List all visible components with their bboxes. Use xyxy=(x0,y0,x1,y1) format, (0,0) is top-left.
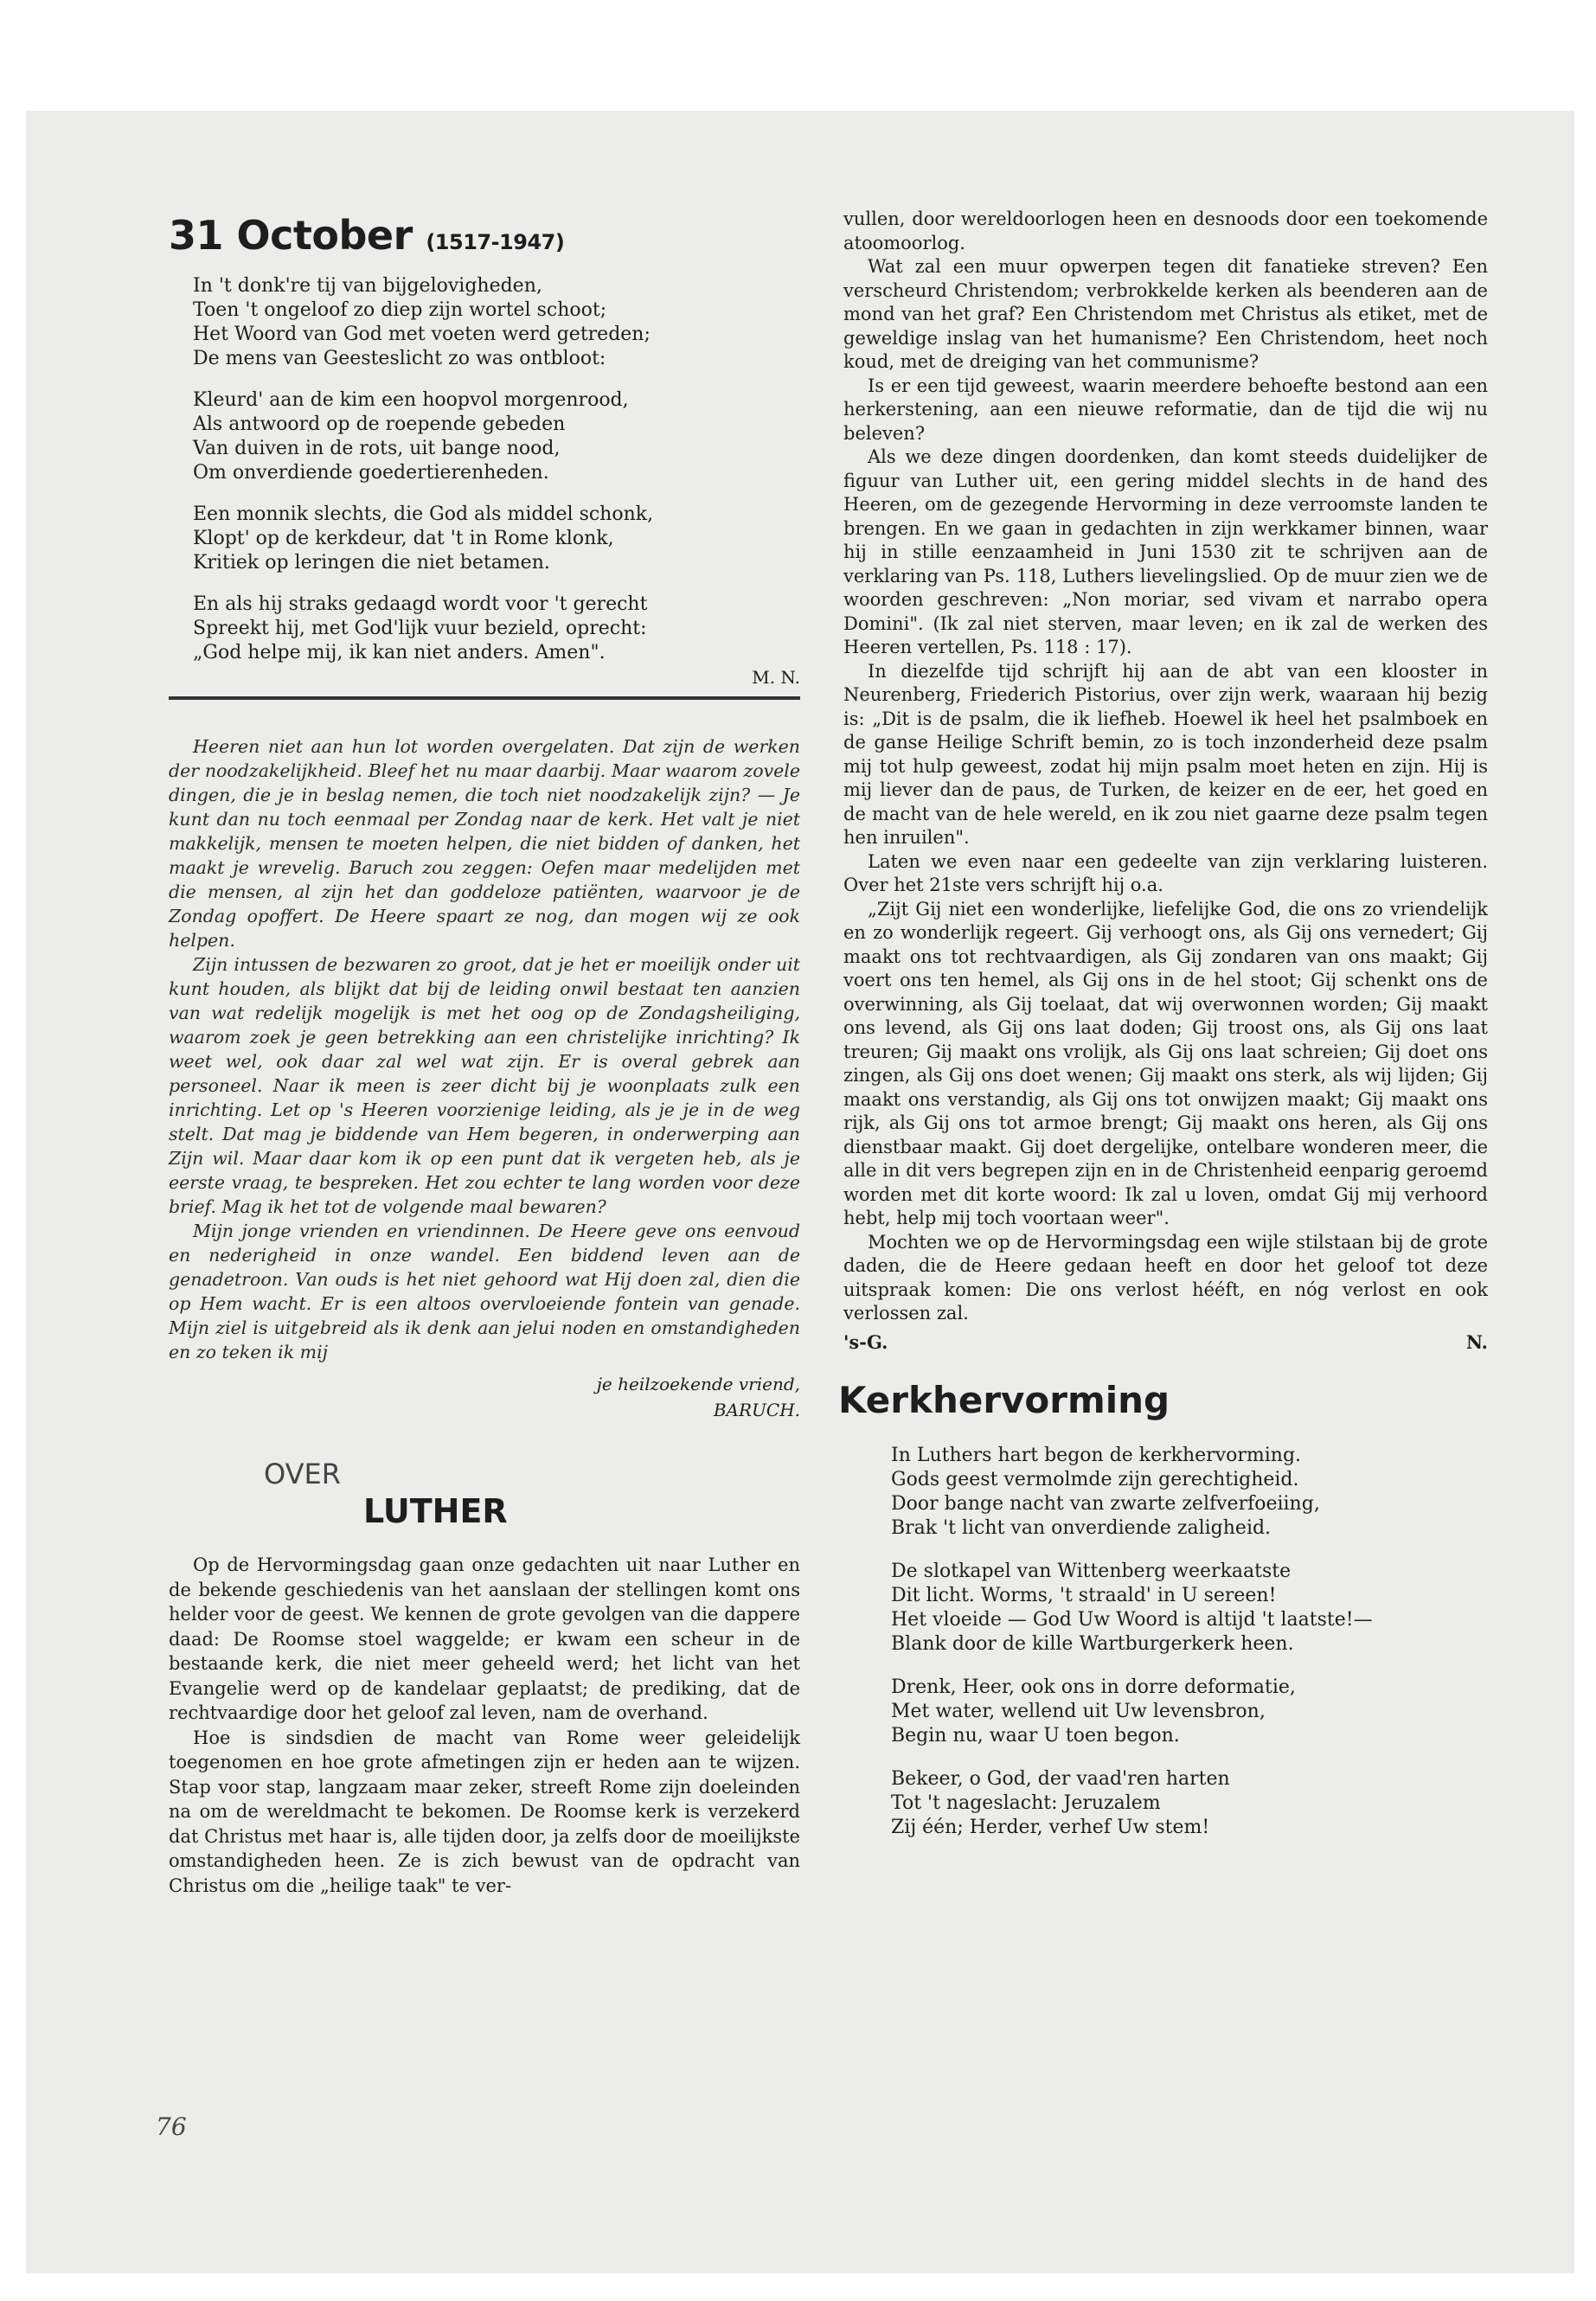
stanza xyxy=(193,593,800,665)
poem-line: Tot 't nageslacht: Jeruzalem xyxy=(891,1791,1161,1814)
poem-line: „God helpe mij, ik kan niet anders. Amen". xyxy=(193,642,606,663)
stanza xyxy=(891,1560,1488,1657)
letter-baruch xyxy=(169,734,800,1423)
article-paragraph: Op de Hervormingsdag gaan onze gedachten uit naar Luther en de bekende geschiedenis van het aanslaan der stellingen komt ons helder voor de geest. We kennen de grote gevolgen van die dappere daad: De Roomse stoel waggelde; er kwam een scheur in de bestaande kerk, die niet meer geheeld werd; het licht van het Evangelie werd op de kandelaar geplaatst; de prediking, dat de rechtvaardige door het geloof zal leven, nam de overhand. xyxy=(169,1554,800,1723)
article-paragraph: Hoe is sindsdien de macht van Rome weer geleidelijk toegenomen en hoe grote afmetingen zijn er heden aan te wijzen. Stap voor stap, langzaam maar zeker, streeft Rome zijn doeleinden na om de wereldmacht te bekomen. De Roomse kerk is verzekerd dat Christus met haar is, alle tijden door, ja zelfs door de moeilijkste omstandigheden heen. Ze is zich bewust van de opdracht van Christus om die „heilige taak" te ver- xyxy=(169,1727,800,1896)
right-column xyxy=(838,208,1488,1859)
poem-line: Om onverdiende goedertierenheden. xyxy=(193,462,549,484)
article-paragraph: Laten we even naar een gedeelte van zijn verklaring luisteren. Over het 21ste vers schrijft hij o.a. xyxy=(843,850,1488,895)
poem-line: Gods geest vermolmde zijn gerechtigheid. xyxy=(891,1468,1299,1490)
poem-line: Door bange nacht van zwarte zelfverfoeiing, xyxy=(891,1492,1320,1515)
poem-october-signature: M. N. xyxy=(752,667,800,688)
poem-line: De mens van Geesteslicht zo was ontbloot: xyxy=(193,348,606,369)
article-paragraph: Wat zal een muur opwerpen tegen dit fanatieke streven? Een verscheurd Christendom; verbrokkelde kerken als beenderen aan de mond van het graf? Een Christendom met Christus als etiket, met de geweldige inslag van het humanisme? Een Christendom, heet noch koud, met de dreiging van het communisme? xyxy=(843,256,1488,372)
poem-kerkhervorming xyxy=(891,1444,1488,1840)
article-kicker: OVER xyxy=(264,1458,341,1490)
poem-line: Als antwoord op de roepende gebeden xyxy=(193,413,566,435)
poem-line: Een monnik slechts, die God als middel schonk, xyxy=(193,503,654,525)
poem-line: Met water, wellend uit Uw levensbron, xyxy=(891,1700,1266,1722)
article-signoff xyxy=(843,1331,1488,1353)
letter-signature: BARUCH. xyxy=(713,1400,800,1420)
article-paragraph: „Zijt Gij niet een wonderlijke, liefelijke God, die ons zo vriendelijk en zo wonderlijk regeert. Gij verhoogt ons, als Gij ons vernedert; Gij maakt ons tot rechtvaardigen, als Gij zondaren van ons maakt; Gij voert ons ten hemel, als Gij ons in de hel stoot; Gij schenkt ons de overwinning, als Gij toelaat, dat wij overwonnen worden; Gij maakt ons levend, als Gij ons laat doden; Gij troost ons, als Gij ons laat treuren; Gij maakt ons vrolijk, als Gij ons laat schreien; Gij doet ons zingen, als Gij ons doet wenen; Gij maakt ons sterk, als wij lijden; Gij maakt ons verstandig, als Gij ons tot onwijzen maakt; Gij maakt ons rijk, als Gij ons tot armoe brengt; Gij maakt ons heren, als Gij ons dienstbaar maakt. Gij doet dergelijke, ontelbare wonderen meer, die alle in dit vers begrepen zijn en in de Christenheid eenparig geroemd worden met dit korte woord: Ik zal u loven, omdat Gij mij verhoord hebt, help mij toch voortaan weer". xyxy=(843,898,1488,1228)
poem-line: Het Woord van God met voeten werd getreden; xyxy=(193,324,651,345)
poem-line: Blank door de kille Wartburgerkerk heen. xyxy=(891,1632,1294,1655)
poem-kerk-title: Kerkhervorming xyxy=(838,1378,1170,1421)
article-luther-body-right xyxy=(843,208,1488,1326)
article-paragraph: Mochten we op de Hervormingsdag een wijle stilstaan bij de grote daden, die de Heere gedaan heeft en door het geloof tot deze uitspraak komen: Die ons verlost hééft, en nóg verlost en ook verlossen zal. xyxy=(843,1231,1488,1324)
article-paragraph: vullen, door wereldoorlogen heen en desnoods door een toekomende atoomoorlog. xyxy=(843,208,1488,253)
article-luther-body-left xyxy=(169,1553,800,1898)
article-place: 's-G. xyxy=(843,1330,888,1353)
poem-line: Dit licht. Worms, 't straald' in U sereen! xyxy=(891,1584,1277,1606)
article-title: LUTHER xyxy=(363,1492,508,1530)
article-paragraph: Is er een tijd geweest, waarin meerdere behoefte bestond aan een herkerstening, aan een nieuwe reformatie, dan de tijd die wij nu beleven? xyxy=(843,375,1488,444)
poem-line: Brak 't licht van onverdiende zaligheid. xyxy=(891,1516,1272,1539)
poem-line: Kritiek op leringen die niet betamen. xyxy=(193,552,550,574)
poem-october-title-text: 31 October xyxy=(169,212,413,259)
poem-line: Kleurd' aan de kim een hoopvol morgenrood, xyxy=(193,389,629,411)
letter-paragraph: Mijn jonge vrienden en vriendinnen. De Heere geve ons eenvoud en nederigheid in onze wandel. Een biddend leven aan de genadetroon. Van ouds is het niet gehoord wat Hij doen zal, dien die op Hem wacht. Er is een altoos overvloeiende fontein van genade. Mijn ziel is uitgebreid als ik denk aan jelui noden en omstandigheden en zo teken ik mij xyxy=(169,1221,800,1362)
article-luther-heading xyxy=(264,1458,800,1534)
letter-closing xyxy=(169,1371,800,1423)
section-divider xyxy=(169,696,800,700)
poem-line: Klopt' op de kerkdeur, dat 't in Rome klonk, xyxy=(193,528,614,549)
stanza xyxy=(193,388,800,485)
poem-line: Bekeer, o God, der vaad'ren harten xyxy=(891,1767,1230,1790)
poem-line: In Luthers hart begon de kerkhervorming. xyxy=(891,1444,1302,1466)
poem-line: Drenk, Heer, ook ons in dorre deformatie, xyxy=(891,1676,1296,1698)
poem-line: Begin nu, waar U toen begon. xyxy=(891,1724,1180,1747)
letter-paragraph: Heeren niet aan hun lot worden overgelaten. Dat zijn de werken der noodzakelijkheid. Bleef het nu maar daarbij. Maar waarom zovele dingen, die je in beslag nemen, die toch niet noodzakelijk zijn? — Je kunt dan nu toch eenmaal per Zondag naar de kerk. Het valt je niet makkelijk, mensen te moeten helpen, die niet bidden of danken, het maakt je wrevelig. Baruch zou zeggen: Oefen maar medelijden met die mensen, al zijn het dan goddeloze patiënten, waarvoor je de Zondag opoffert. De Heere spaart ze nog, dan mogen wij ze ook helpen. xyxy=(169,736,800,951)
stanza xyxy=(891,1767,1488,1840)
stanza xyxy=(891,1444,1488,1541)
stanza xyxy=(193,274,800,371)
article-signature: N. xyxy=(1465,1330,1488,1353)
letter-paragraph: Zijn intussen de bezwaren zo groot, dat je het er moeilijk onder uit kunt houden, als blijkt dat bij de leiding onwil bestaat ten aanzien van wat redelijk mogelijk is met het oog op de Zondagsheiliging, waarom zoek je geen betrekking aan een christelijke inrichting? Ik weet wel, ook daar zal wel wat zijn. Er is overal gebrek aan personeel. Naar ik meen is zeer dicht bij je woonplaats zulk een inrichting. Let op 's Heeren voorzienige leiding, als je je in de weg stelt. Dat mag je biddende van Hem begeren, in onderwerping aan Zijn wil. Maar daar kom ik op een punt dat ik vergeten heb, als je eerste vraag, te bespreken. Het zou echter te lang worden voor deze brief. Mag ik het tot de volgende maal bewaren? xyxy=(169,954,800,1217)
poem-line: In 't donk're tij van bijgelovigheden, xyxy=(193,275,542,297)
stanza xyxy=(891,1676,1488,1748)
article-paragraph: Als we deze dingen doordenken, dan komt steeds duidelijker de figuur van Luther uit, een gering middel slechts in de hand des Heeren, om de gezegende Hervorming in deze verroomste landen te brengen. En we gaan in gedachten in zijn werkkamer binnen, waar hij in stille eenzaamheid in Juni 1530 zit te schrijven aan de verklaring van Ps. 118, Luthers lievelingslied. Op de muur zien we de woorden geschreven: „Non moriar, sed vivam et narrabo opera Domini". (Ik zal niet sterven, maar leven; en ik zal de werken des Heeren vertellen, Ps. 118 : 17). xyxy=(843,446,1488,657)
poem-october xyxy=(193,274,800,665)
poem-line: Toen 't ongeloof zo diep zijn wortel schoot; xyxy=(193,299,607,321)
poem-line: Zij één; Herder, verhef Uw stem! xyxy=(891,1816,1210,1838)
article-paragraph: In diezelfde tijd schrijft hij aan de abt van een klooster in Neurenberg, Friederich Pistorius, over zijn werk, waaraan hij bezig is: „Dit is de psalm, die ik liefheb. Hoewel ik heel het psalmboek en de ganse Heilige Schrift bemin, zo is toch inzonderheid deze psalm mij tot hulp geweest, zodat hij mijn psalm moet heten en zijn. Hij is mij liever dan de paus, de Turken, de keizer en de eer, het goed en de macht van de hele wereld, en ik zou niet gaarne deze psalm tegen hen inruilen". xyxy=(843,660,1488,848)
page-number: 76 xyxy=(156,2112,187,2141)
poem-line: De slotkapel van Wittenberg weerkaatste xyxy=(891,1560,1292,1582)
poem-line: Van duiven in de rots, uit bange nood, xyxy=(193,438,561,459)
left-column xyxy=(169,212,800,1898)
letter-closing-text: je heilzoekende vriend, xyxy=(596,1374,800,1394)
poem-october-years: (1517-1947) xyxy=(426,230,565,254)
poem-line: Het vloeide — God Uw Woord is altijd 't laatste!— xyxy=(891,1608,1373,1631)
poem-line: En als hij straks gedaagd wordt voor 't gerecht xyxy=(193,593,648,615)
poem-october-title xyxy=(169,212,800,259)
poem-line: Spreekt hij, met God'lijk vuur bezield, oprecht: xyxy=(193,618,647,639)
stanza xyxy=(193,503,800,575)
